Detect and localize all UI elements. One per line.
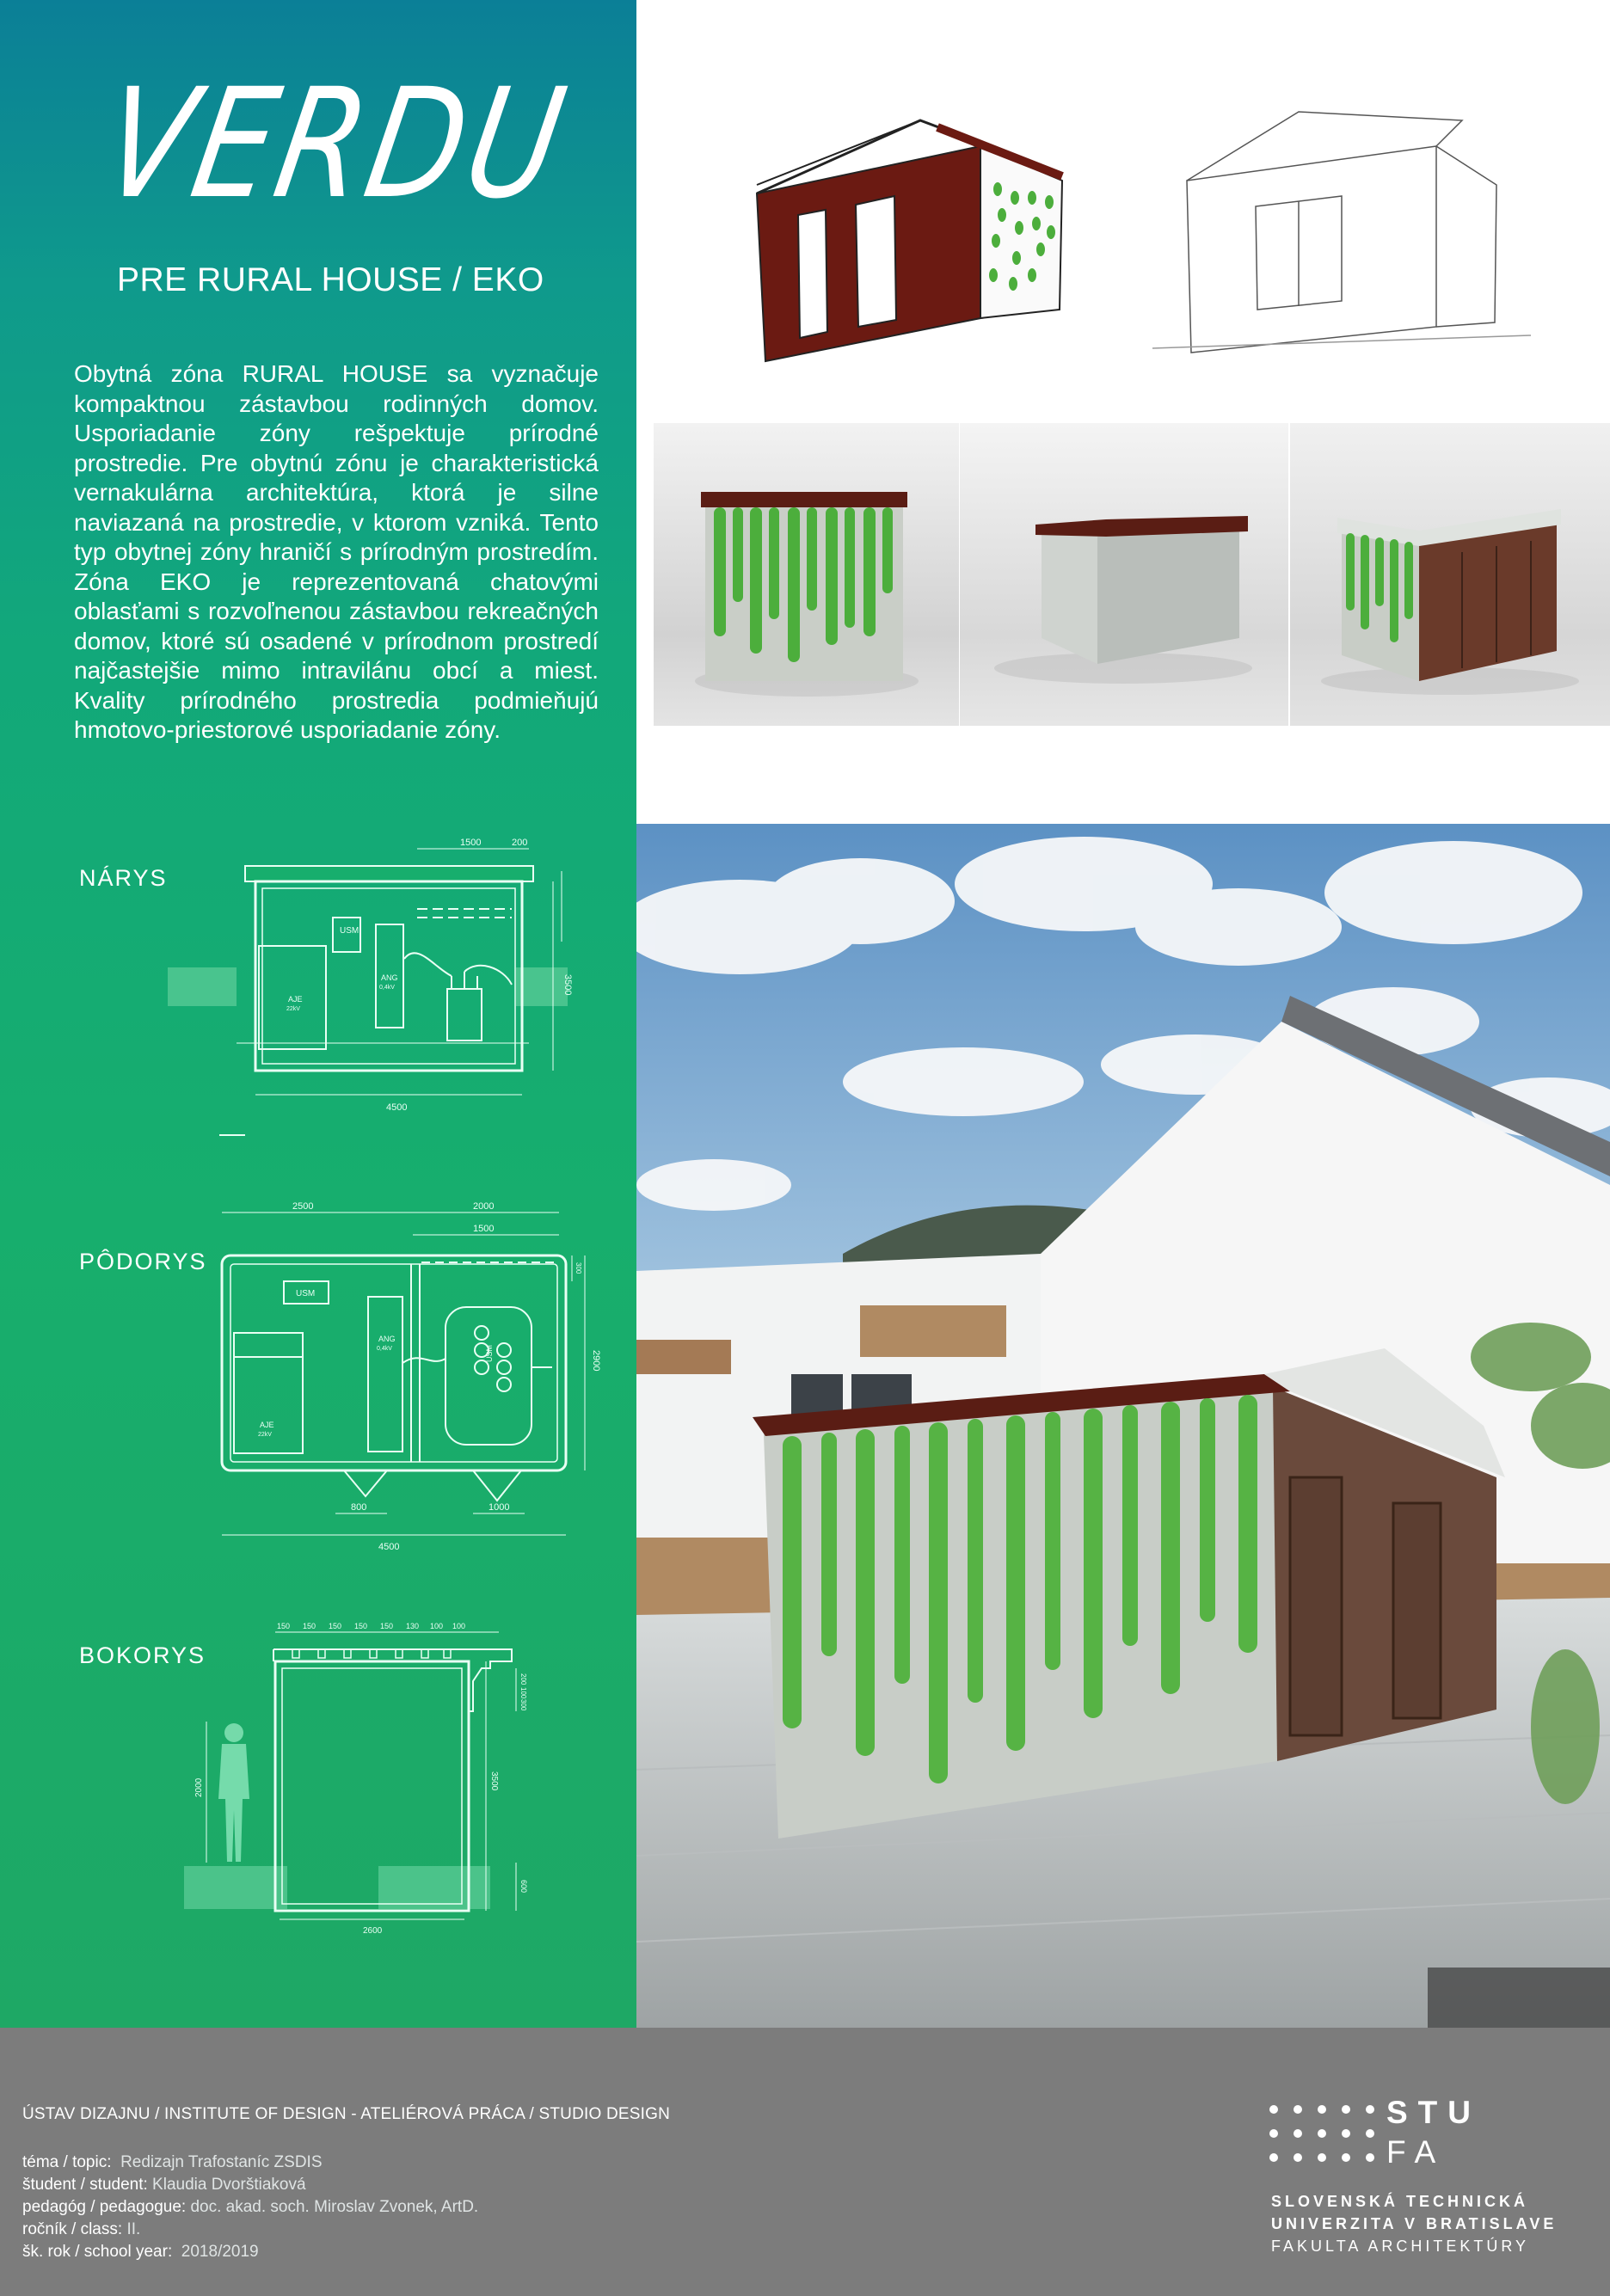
podorys-dim-side-small: 300 <box>575 1262 582 1274</box>
narys-dim-top2: 200 <box>512 838 528 848</box>
render-brown-kiosk <box>1290 423 1610 726</box>
bokorys-dim-base: 600 <box>519 1880 528 1894</box>
podorys-tag-aje: AJE <box>260 1421 274 1429</box>
concept-sketches <box>636 0 1610 396</box>
bokorys-drawing <box>172 1617 568 1978</box>
narys-dim-width: 4500 <box>386 1102 408 1113</box>
bokorys-dim-top-1: 150 <box>303 1622 316 1630</box>
podorys-tag-usm2: USM <box>485 1345 494 1362</box>
pencil-sketch <box>1152 112 1531 353</box>
footer <box>0 2028 1610 2296</box>
bokorys-dim-top-7: 100 <box>452 1622 466 1630</box>
logo-fa-text: FA <box>1386 2134 1447 2170</box>
credit-label: študent / student: <box>22 2176 148 2194</box>
bokorys-dim-top-0: 150 <box>277 1622 291 1630</box>
narys-tag-aje-sub: 22kV <box>286 1006 300 1012</box>
render-grey-kiosk <box>960 423 1288 726</box>
credit-label: téma / topic: <box>22 2153 112 2171</box>
narys-tag-aje: AJE <box>288 995 303 1004</box>
bokorys-dim-width: 2600 <box>363 1926 383 1936</box>
bokorys-dim-height: 3500 <box>489 1771 499 1791</box>
podorys-dim-door-left: 800 <box>351 1502 367 1513</box>
credit-row-class <box>22 2219 478 2241</box>
narys-tag-usm: USM <box>340 926 359 936</box>
podorys-tag-usm: USM <box>296 1289 316 1298</box>
narys-tag-ang: ANG <box>381 973 398 982</box>
faculty-name: FAKULTA ARCHITEKTÚRY <box>1271 2238 1530 2255</box>
credit-row-student <box>22 2174 478 2196</box>
credit-label: šk. rok / school year: <box>22 2243 173 2261</box>
project-description: Obytná zóna RURAL HOUSE sa vyznačuje kompaktnou zástavbou rodinných domov. Usporiadanie zóny rešpektuje prírodné prostredie. Pre obytnú zónu je charakteristická vernakulárna architektúra, ktorá je silne naviazaná na prostredie, v ktorom vzniká. Tento typ obytnej zóny hraničí s prírodným prostredím. Zóna EKO je reprezentovaná chatovými oblasťami s rozvoľnenou zástavbou rekreačných domov, ktoré sú osadené v prírodnom prostredí najčastejšie mimo intravilánu obcí a miest. Kvality prírodného prostredia podmieňujú hmotovo-priestorové usporiadanie zóny. <box>74 360 599 743</box>
credit-row-year <box>22 2241 478 2263</box>
university-name-line1: SLOVENSKÁ TECHNICKÁ <box>1271 2193 1529 2210</box>
narys-drawing <box>168 838 581 1139</box>
narys-dim-height: 3500 <box>562 974 573 996</box>
credit-row-pedagogue <box>22 2196 478 2219</box>
bokorys-dim-small-b: 100 <box>519 1687 527 1699</box>
visualization-photo <box>636 824 1610 2028</box>
sketch-illustrations <box>636 0 1610 396</box>
podorys-dim-side: 2900 <box>591 1350 601 1372</box>
credit-label: ročník / class: <box>22 2220 123 2238</box>
podorys-dim-top-right: 2000 <box>473 1201 495 1212</box>
narys-dim-top1: 1500 <box>460 838 482 848</box>
podorys-tag-aje-sub: 22kV <box>258 1432 272 1438</box>
info-panel <box>0 0 636 2028</box>
render-ivy-front <box>654 423 959 726</box>
podorys-drawing <box>215 1195 602 1556</box>
podorys-tag-ang: ANG <box>378 1335 396 1343</box>
bokorys-dim-small-a: 200 <box>519 1673 527 1685</box>
podorys-dim-door-right: 1000 <box>489 1502 510 1513</box>
credit-row-topic <box>22 2152 478 2174</box>
podorys-label: PÔDORYS <box>79 1249 207 1274</box>
bokorys-dim-top-5: 130 <box>406 1622 420 1630</box>
colored-sketch <box>757 120 1062 361</box>
credits <box>22 2152 478 2263</box>
footer-heading: ÚSTAV DIZAJNU / INSTITUTE OF DESIGN - ATELIÉROVÁ PRÁCA / STUDIO DESIGN <box>22 2105 670 2123</box>
bokorys-dim-top-6: 100 <box>430 1622 444 1630</box>
project-title: VERDU <box>91 56 581 232</box>
podorys-dim-inner: 1500 <box>473 1224 495 1234</box>
credit-value: Redizajn Trafostaníc ZSDIS <box>120 2153 323 2171</box>
bokorys-dim-person: 2000 <box>194 1777 204 1797</box>
narys-tag-ang-sub: 0,4kV <box>379 985 395 991</box>
bokorys-label: BOKORYS <box>79 1642 206 1668</box>
bokorys-dim-small-c: 300 <box>519 1699 527 1711</box>
bokorys-dim-top-3: 150 <box>354 1622 368 1630</box>
narys-label: NÁRYS <box>79 865 168 891</box>
credit-label: pedagóg / pedagogue: <box>22 2198 187 2216</box>
credit-value: 2018/2019 <box>181 2243 259 2261</box>
logo-stu-text: STU <box>1386 2095 1481 2130</box>
credit-value: II. <box>126 2220 141 2238</box>
university-name-line2: UNIVERZITA V BRATISLAVE <box>1271 2215 1558 2232</box>
bokorys-dim-top-4: 150 <box>380 1622 394 1630</box>
podorys-dim-top-left: 2500 <box>292 1201 314 1212</box>
podorys-dim-total: 4500 <box>378 1542 400 1552</box>
stu-logo-dots-icon <box>1269 2105 1381 2191</box>
project-subtitle: PRE RURAL HOUSE / EKO <box>117 261 544 298</box>
podorys-tag-ang-sub: 0,4kV <box>377 1346 392 1352</box>
credit-value: doc. akad. soch. Miroslav Zvonek, ArtD. <box>190 2198 479 2216</box>
credit-value: Klaudia Dvorštiaková <box>152 2176 306 2194</box>
bokorys-dim-top-2: 150 <box>329 1622 342 1630</box>
